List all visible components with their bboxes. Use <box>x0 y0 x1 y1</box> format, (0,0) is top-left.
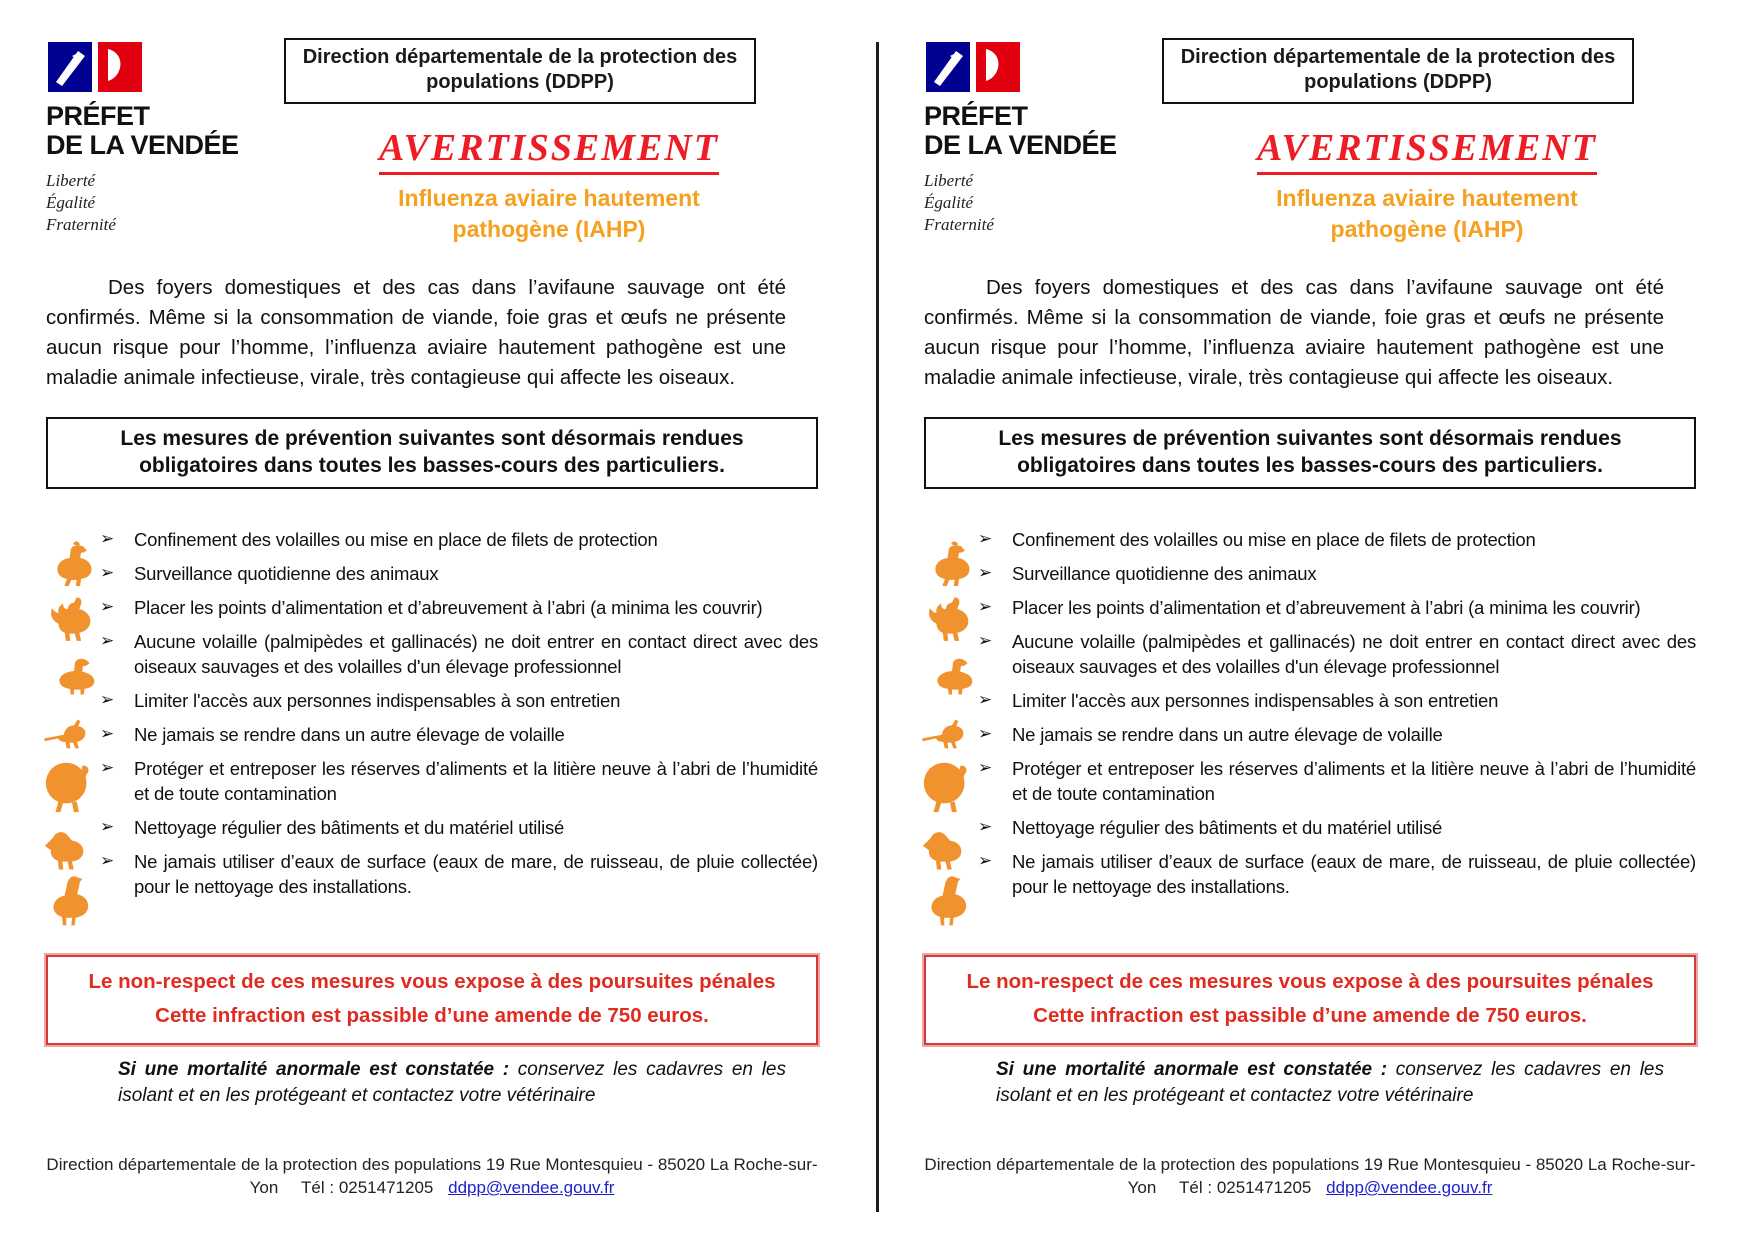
measure-text: Confinement des volailles ou mise en place de filets de protection <box>134 529 658 550</box>
mortality-note-lead: Si une mortalité anormale est constatée : <box>118 1059 510 1080</box>
pheasant-icon <box>22 711 110 757</box>
measure-text: Ne jamais se rendre dans un autre élevage de volaille <box>134 724 565 745</box>
measures-section <box>924 527 1696 939</box>
footer-address: Direction départementale de la protection des populations 19 Rue Montesquieu - 85020 La Roche-sur-Yon <box>46 1155 818 1197</box>
list-item <box>978 815 1696 840</box>
mortality-note <box>118 1057 786 1109</box>
footer-telephone: Tél : 0251471205 <box>1179 1178 1312 1197</box>
warning-title: AVERTISSEMENT <box>379 126 719 175</box>
motto-liberte: Liberté <box>924 171 974 190</box>
mortality-note-rest: conservez les cadavres en les isolant et en les protégeant et contactez votre vétérinaire <box>996 1059 1664 1106</box>
motto-egalite: Égalité <box>924 193 974 212</box>
list-item <box>100 688 818 713</box>
goose-icon <box>46 869 100 931</box>
motto-egalite: Égalité <box>46 193 96 212</box>
arrow-bullet-icon: ➢ <box>100 690 115 710</box>
mortality-note-rest: conservez les cadavres en les isolant et en les protégeant et contactez votre vétérinaire <box>118 1059 786 1106</box>
measure-text: Limiter l'accès aux personnes indispensables à son entretien <box>1012 690 1499 711</box>
panel-header <box>46 38 818 245</box>
duck-icon <box>924 649 980 701</box>
footer-telephone: Tél : 0251471205 <box>301 1178 434 1197</box>
list-item <box>100 561 818 586</box>
arrow-bullet-icon: ➢ <box>978 724 993 744</box>
panel-header <box>924 38 1696 245</box>
arrow-bullet-icon: ➢ <box>100 563 115 583</box>
footer-contact <box>924 1153 1696 1199</box>
prefecture-logo-block <box>924 38 1158 236</box>
list-item <box>100 756 818 806</box>
measure-text: Protéger et entreposer les réserves d’aliments et la litière neuve à l’abri de l’humidité et de toute contamination <box>1012 758 1696 804</box>
republic-motto <box>46 170 280 236</box>
arrow-bullet-icon: ➢ <box>978 817 993 837</box>
republic-motto <box>924 170 1158 236</box>
measure-text: Limiter l'accès aux personnes indispensables à son entretien <box>134 690 621 711</box>
intro-paragraph: Des foyers domestiques et des cas dans l’avifaune sauvage ont été confirmés. Même si la consommation de viande, foie gras et œufs ne présente aucun risque pour l’homme, l’influenza aviaire hautement pathogène est une maladie animale infectieuse, virale, très contagieuse qui affecte les oiseaux. <box>924 276 1664 389</box>
list-item <box>978 722 1696 747</box>
measures-heading-box: Les mesures de prévention suivantes sont désormais rendues obligatoires dans toutes les basses-cours des particuliers. <box>46 417 818 489</box>
measure-text: Ne jamais utiliser d’eaux de surface (eaux de mare, de ruisseau, de pluie collectée) pour le nettoyage des installations. <box>1012 851 1696 897</box>
pheasant-icon <box>900 711 988 757</box>
arrow-bullet-icon: ➢ <box>100 758 115 778</box>
measure-text: Aucune volaille (palmipèdes et gallinacés) ne doit entrer en contact direct avec des oiseaux sauvages et des volailles d'un élevage professionnel <box>1012 631 1696 677</box>
flyer-panel <box>878 0 1755 1240</box>
list-item <box>978 688 1696 713</box>
flyer-panel <box>0 0 877 1240</box>
header-right-column <box>1158 38 1696 245</box>
measure-text: Nettoyage régulier des bâtiments et du matériel utilisé <box>1012 817 1443 838</box>
list-item <box>978 756 1696 806</box>
footer-email-link[interactable]: ddpp@vendee.gouv.fr <box>448 1178 615 1197</box>
turkey-icon <box>40 753 102 817</box>
arrow-bullet-icon: ➢ <box>978 529 993 549</box>
hen-icon <box>924 537 980 593</box>
measure-text: Protéger et entreposer les réserves d’aliments et la litière neuve à l’abri de l’humidité et de toute contamination <box>134 758 818 804</box>
prefet-name-line2: DE LA VENDÉE <box>46 130 239 160</box>
french-flag-logo-icon <box>926 42 1022 96</box>
list-item <box>100 849 818 899</box>
measures-list <box>978 527 1696 899</box>
measure-text: Placer les points d’alimentation et d’abreuvement à l’abri (a minima les couvrir) <box>1012 597 1641 618</box>
footer-email-link[interactable]: ddpp@vendee.gouv.fr <box>1326 1178 1493 1197</box>
penalty-line-1: Le non-respect de ces mesures vous expose à des poursuites pénales <box>88 970 776 993</box>
motto-liberte: Liberté <box>46 171 96 190</box>
prefet-name-line1: PRÉFET <box>46 101 150 131</box>
measures-heading-box: Les mesures de prévention suivantes sont désormais rendues obligatoires dans toutes les basses-cours des particuliers. <box>924 417 1696 489</box>
ddpp-title-box: Direction départementale de la protection des populations (DDPP) <box>284 38 756 104</box>
list-item <box>100 595 818 620</box>
penalty-line-2: Cette infraction est passible d’une amende de 750 euros. <box>155 1004 709 1027</box>
list-item <box>100 722 818 747</box>
measure-text: Surveillance quotidienne des animaux <box>134 563 439 584</box>
arrow-bullet-icon: ➢ <box>100 851 115 871</box>
measure-text: Nettoyage régulier des bâtiments et du matériel utilisé <box>134 817 565 838</box>
arrow-bullet-icon: ➢ <box>100 597 115 617</box>
list-item <box>978 849 1696 899</box>
turkey-icon <box>918 753 980 817</box>
measure-text: Placer les points d’alimentation et d’abreuvement à l’abri (a minima les couvrir) <box>134 597 763 618</box>
arrow-bullet-icon: ➢ <box>978 690 993 710</box>
prefet-name-line1: PRÉFET <box>924 101 1028 131</box>
rooster-icon <box>44 591 102 649</box>
arrow-bullet-icon: ➢ <box>100 529 115 549</box>
penalty-warning-box <box>46 955 818 1045</box>
measure-text: Surveillance quotidienne des animaux <box>1012 563 1317 584</box>
list-item <box>978 629 1696 679</box>
arrow-bullet-icon: ➢ <box>978 851 993 871</box>
mortality-note <box>996 1057 1664 1109</box>
list-item <box>100 815 818 840</box>
motto-fraternite: Fraternité <box>46 215 116 234</box>
arrow-bullet-icon: ➢ <box>100 631 115 651</box>
footer-contact <box>46 1153 818 1199</box>
guinea-fowl-icon <box>922 817 978 873</box>
measure-text: Aucune volaille (palmipèdes et gallinacés) ne doit entrer en contact direct avec des oiseaux sauvages et des volailles d'un élevage professionnel <box>134 631 818 677</box>
arrow-bullet-icon: ➢ <box>978 631 993 651</box>
arrow-bullet-icon: ➢ <box>100 724 115 744</box>
header-right-column <box>280 38 818 245</box>
list-item <box>100 629 818 679</box>
french-flag-logo-icon <box>48 42 144 96</box>
ddpp-title-box: Direction départementale de la protection des populations (DDPP) <box>1162 38 1634 104</box>
arrow-bullet-icon: ➢ <box>978 758 993 778</box>
measure-text: Confinement des volailles ou mise en place de filets de protection <box>1012 529 1536 550</box>
list-item <box>978 527 1696 552</box>
motto-fraternite: Fraternité <box>924 215 994 234</box>
prefecture-logo-block <box>46 38 280 236</box>
measure-text: Ne jamais se rendre dans un autre élevage de volaille <box>1012 724 1443 745</box>
footer-address: Direction départementale de la protection des populations 19 Rue Montesquieu - 85020 La Roche-sur-Yon <box>924 1155 1696 1197</box>
warning-subtitle: Influenza aviaire hautement pathogène (IAHP) <box>1276 185 1578 242</box>
arrow-bullet-icon: ➢ <box>100 817 115 837</box>
prefet-name-line2: DE LA VENDÉE <box>924 130 1117 160</box>
hen-icon <box>46 537 102 593</box>
intro-paragraph: Des foyers domestiques et des cas dans l’avifaune sauvage ont été confirmés. Même si la consommation de viande, foie gras et œufs ne présente aucun risque pour l’homme, l’influenza aviaire hautement pathogène est une maladie animale infectieuse, virale, très contagieuse qui affecte les oiseaux. <box>46 276 786 389</box>
arrow-bullet-icon: ➢ <box>978 597 993 617</box>
mortality-note-lead: Si une mortalité anormale est constatée : <box>996 1059 1388 1080</box>
warning-subtitle: Influenza aviaire hautement pathogène (IAHP) <box>398 185 700 242</box>
guinea-fowl-icon <box>44 817 100 873</box>
list-item <box>978 561 1696 586</box>
list-item <box>978 595 1696 620</box>
penalty-line-2: Cette infraction est passible d’une amende de 750 euros. <box>1033 1004 1587 1027</box>
duck-icon <box>46 649 102 701</box>
measures-list <box>100 527 818 899</box>
list-item <box>100 527 818 552</box>
warning-title: AVERTISSEMENT <box>1257 126 1597 175</box>
goose-icon <box>924 869 978 931</box>
penalty-line-1: Le non-respect de ces mesures vous expose à des poursuites pénales <box>966 970 1654 993</box>
rooster-icon <box>922 591 980 649</box>
measure-text: Ne jamais utiliser d’eaux de surface (eaux de mare, de ruisseau, de pluie collectée) pour le nettoyage des installations. <box>134 851 818 897</box>
measures-section <box>46 527 818 939</box>
arrow-bullet-icon: ➢ <box>978 563 993 583</box>
penalty-warning-box <box>924 955 1696 1045</box>
